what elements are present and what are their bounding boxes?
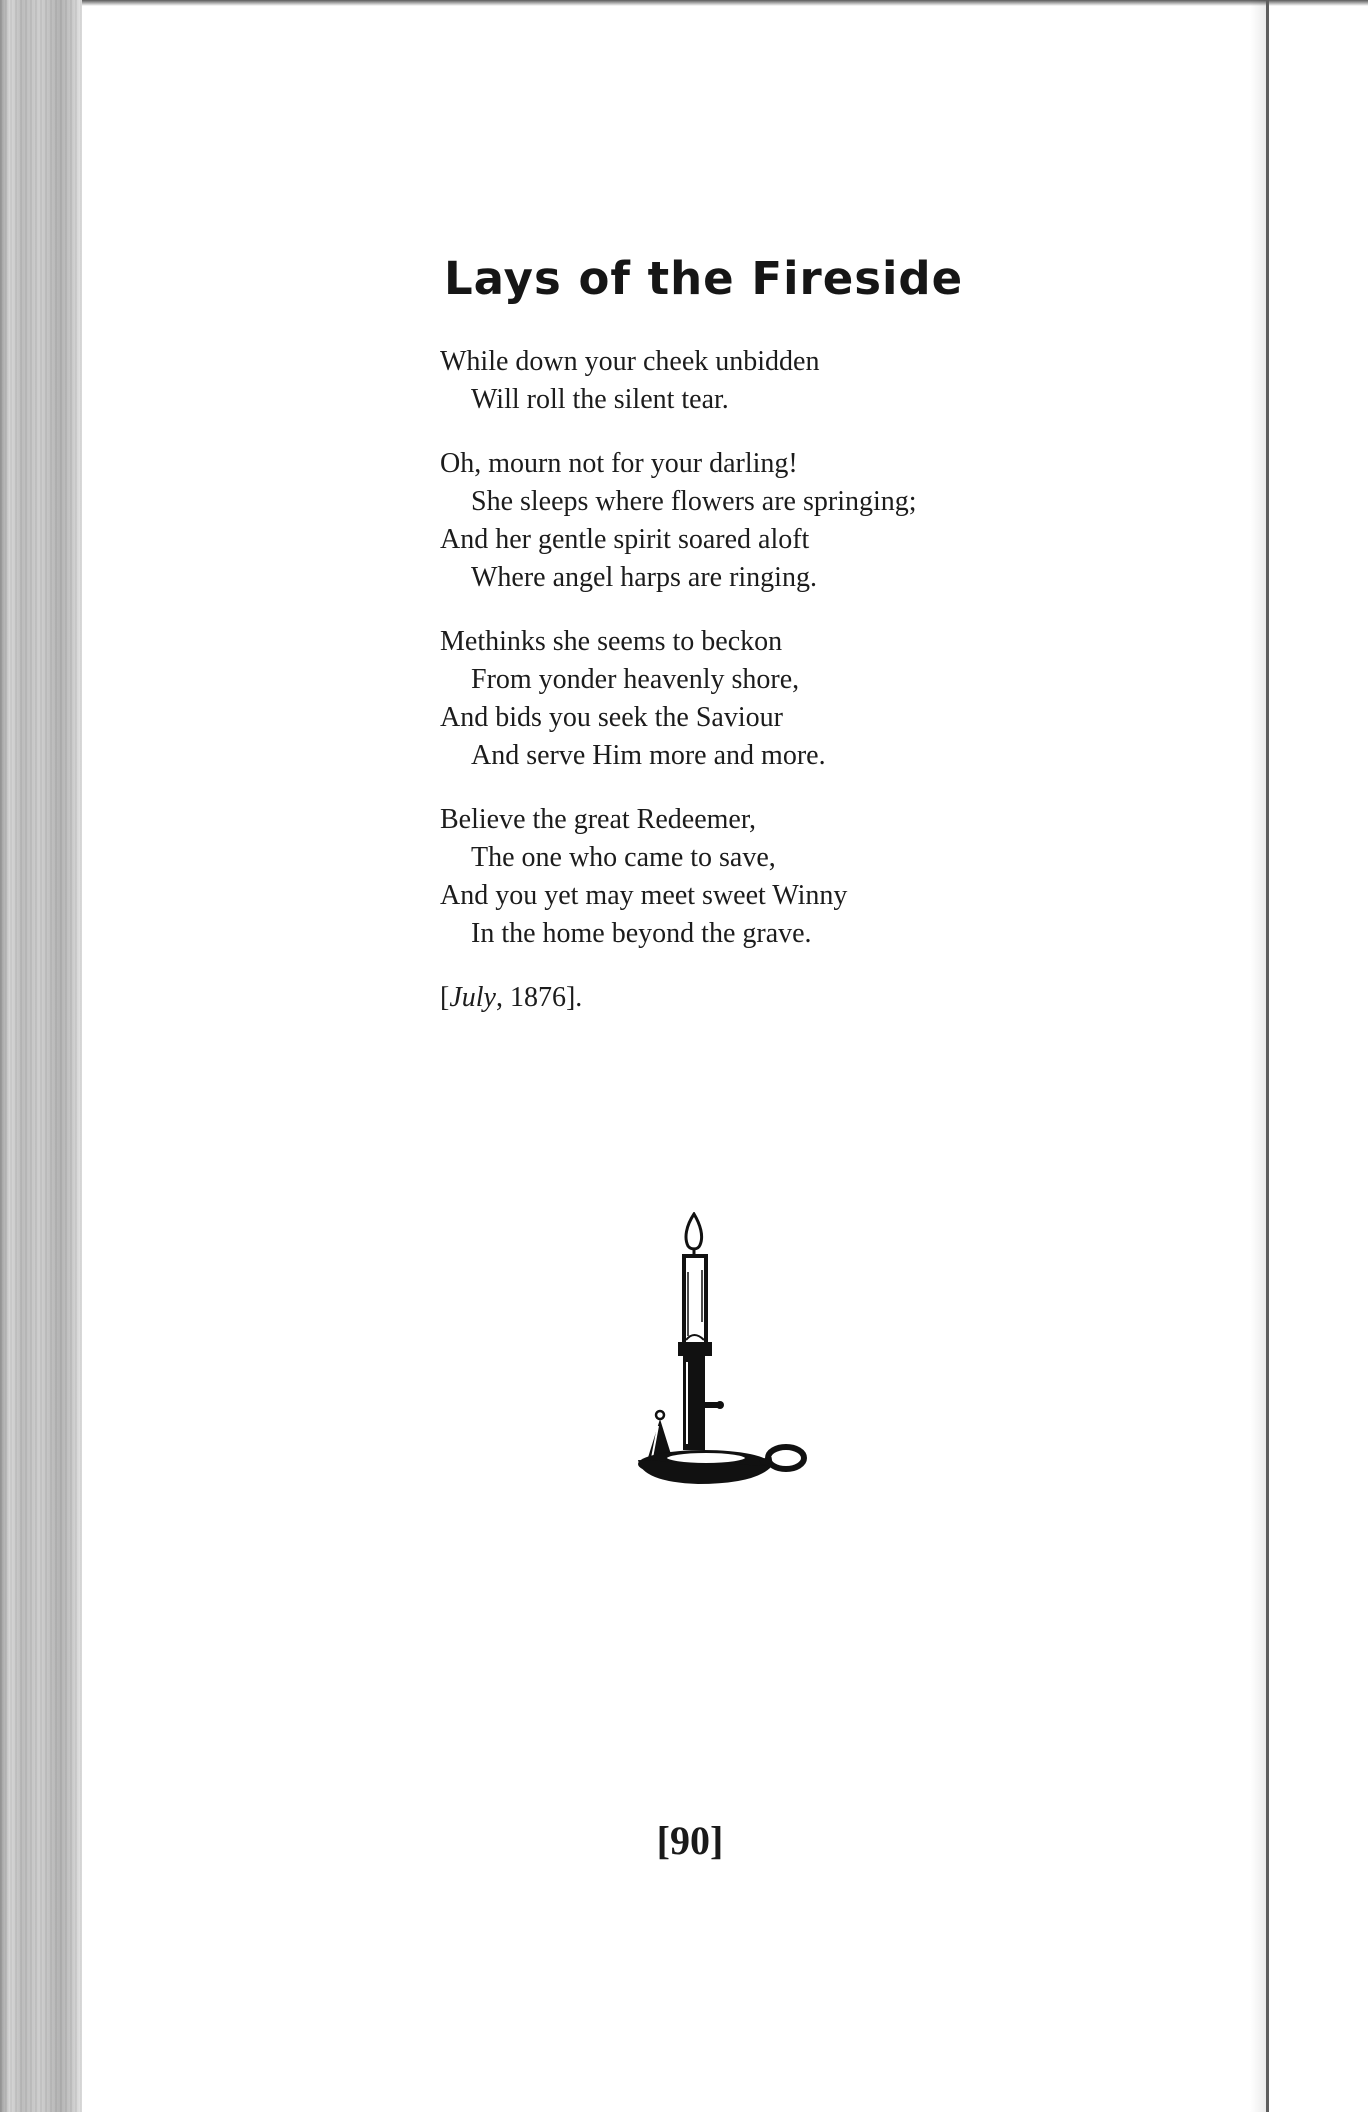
stanza <box>440 801 1040 953</box>
poem-line: Where angel harps are ringing. <box>471 562 817 593</box>
poem-line: While down your cheek unbidden <box>440 346 820 377</box>
book-spine-edge <box>0 0 82 2112</box>
poem-line: The one who came to save, <box>471 842 776 873</box>
gutter-shadow <box>1250 0 1266 2112</box>
poem-date <box>440 979 1040 1017</box>
poem-line: From yonder heavenly shore, <box>471 664 800 695</box>
date-rest: , 1876]. <box>495 982 583 1013</box>
stanza <box>440 623 1040 775</box>
page-number: [90] <box>656 1818 724 1863</box>
poem-line: In the home beyond the grave. <box>471 918 812 949</box>
poem-line: And her gentle spirit soared aloft <box>440 524 810 555</box>
date-month: July <box>449 982 496 1013</box>
stanza <box>440 445 1040 597</box>
poem-line: And serve Him more and more. <box>471 740 826 771</box>
page-title: Lays of the Fireside <box>444 252 964 305</box>
top-edge-shadow <box>82 0 1368 6</box>
date-open-bracket: [ <box>440 982 450 1013</box>
poem-line: And you yet may meet sweet Winny <box>440 880 848 911</box>
poem-line: Oh, mourn not for your darling! <box>440 448 798 479</box>
poem-line: She sleeps where flowers are springing; <box>471 486 917 517</box>
poem-line: Believe the great Redeemer, <box>440 804 757 835</box>
poem-line: And bids you seek the Saviour <box>440 702 783 733</box>
poem-line: Methinks she seems to beckon <box>440 626 783 657</box>
poem-stanzas <box>440 343 1040 953</box>
page-gutter-line <box>1266 0 1269 2112</box>
poem-content <box>440 252 1040 1017</box>
candlestick-icon <box>632 1212 812 1494</box>
poem-line: Will roll the silent tear. <box>471 384 729 415</box>
stanza <box>440 343 1040 419</box>
